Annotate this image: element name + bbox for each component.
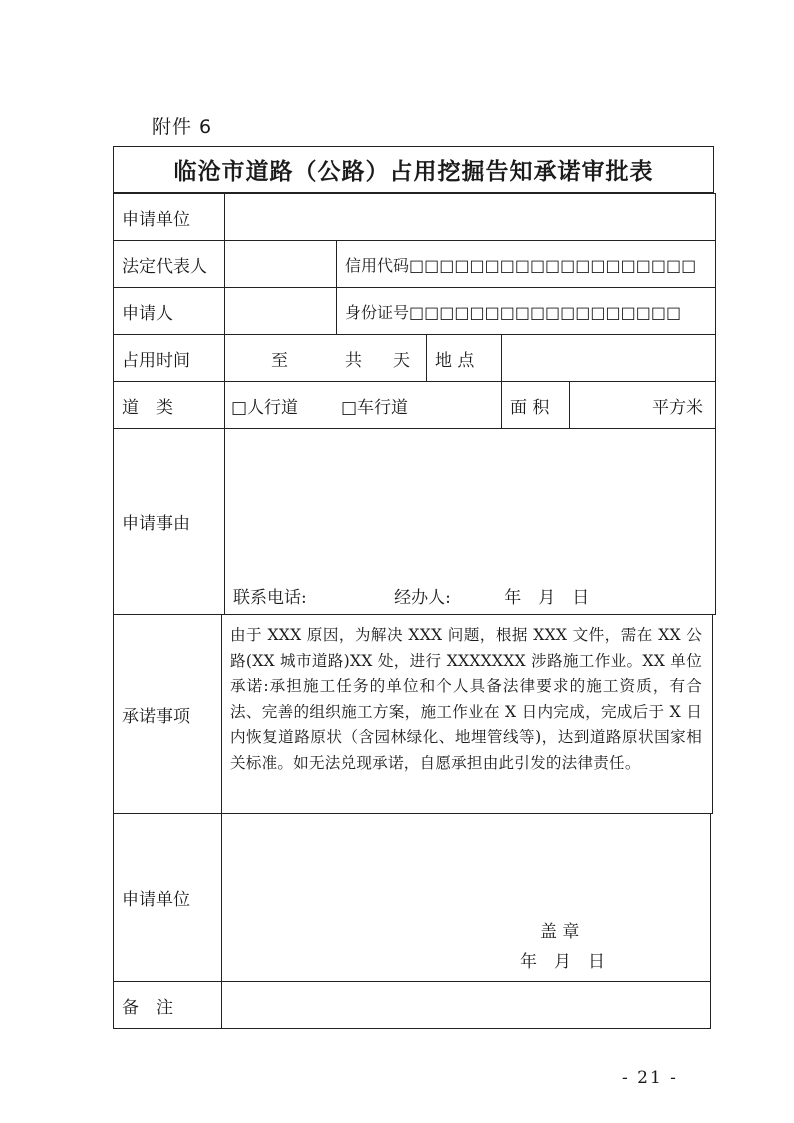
road-type-options	[224, 381, 502, 429]
applicant-label: 申请人	[113, 287, 225, 335]
contact-phone-label: 联系电话:	[233, 588, 307, 608]
attachment-label: 附件 6	[152, 116, 213, 138]
remarks-field[interactable]	[221, 981, 711, 1029]
time-total-text: 共	[345, 350, 362, 371]
promise-field	[221, 614, 713, 814]
occupy-time-label: 占用时间	[113, 334, 225, 382]
sidewalk-checkbox[interactable]: □人行道	[231, 397, 299, 418]
location-field[interactable]	[501, 334, 716, 382]
time-days-text: 天	[393, 350, 410, 371]
area-field[interactable]	[569, 381, 716, 429]
applicant-unit-label: 申请单位	[113, 193, 225, 241]
credit-code-field[interactable]: 信用代码□□□□□□□□□□□□□□□□□□□	[336, 240, 716, 288]
sign-date: 年 月 日	[520, 952, 605, 972]
form-title: 临沧市道路（公路）占用挖掘告知承诺审批表	[113, 146, 714, 193]
signature-area[interactable]	[221, 813, 711, 982]
reason-field[interactable]	[224, 428, 716, 615]
reason-label: 申请事由	[113, 428, 225, 615]
location-label: 地 点	[426, 334, 502, 382]
approval-form-table	[113, 146, 716, 1029]
applicant-unit-field[interactable]	[224, 193, 716, 241]
promise-label: 承诺事项	[113, 614, 222, 814]
occupy-time-field[interactable]	[224, 334, 427, 382]
applicant-unit-sign-label: 申请单位	[113, 813, 222, 982]
remarks-label: 备 注	[113, 981, 222, 1029]
page-number: - 21 -	[622, 1068, 678, 1088]
handler-label: 经办人:	[394, 588, 451, 608]
legal-rep-label: 法定代表人	[113, 240, 225, 288]
area-label: 面 积	[501, 381, 570, 429]
time-to-text: 至	[271, 350, 288, 371]
seal-label: 盖 章	[540, 922, 580, 942]
area-unit: 平方米	[652, 397, 703, 418]
reason-date: 年 月 日	[504, 588, 590, 608]
applicant-field[interactable]	[224, 287, 337, 335]
roadway-checkbox[interactable]: □车行道	[341, 397, 409, 418]
legal-rep-field[interactable]	[224, 240, 337, 288]
promise-text: 由于 XXX 原因，为解决 XXX 问题，根据 XXX 文件，需在 XX 公路(XX 城市道路)XX 处，进行 XXXXXXX 涉路施工作业。XX 单位承诺:承担施工任务的单位和个人具备法律要求的施工资质，有合法、完善的组织施工方案，施工作业在 X 日内完成，完成后于 X 日内恢复道路原状（含园林绿化、地埋管线等)，达到道路原状国家相关标准。如无法兑现承诺，自愿承担由此引发的法律责任。	[230, 626, 702, 772]
id-number-field[interactable]: 身份证号□□□□□□□□□□□□□□□□□□	[336, 287, 716, 335]
road-type-label: 道 类	[113, 381, 225, 429]
